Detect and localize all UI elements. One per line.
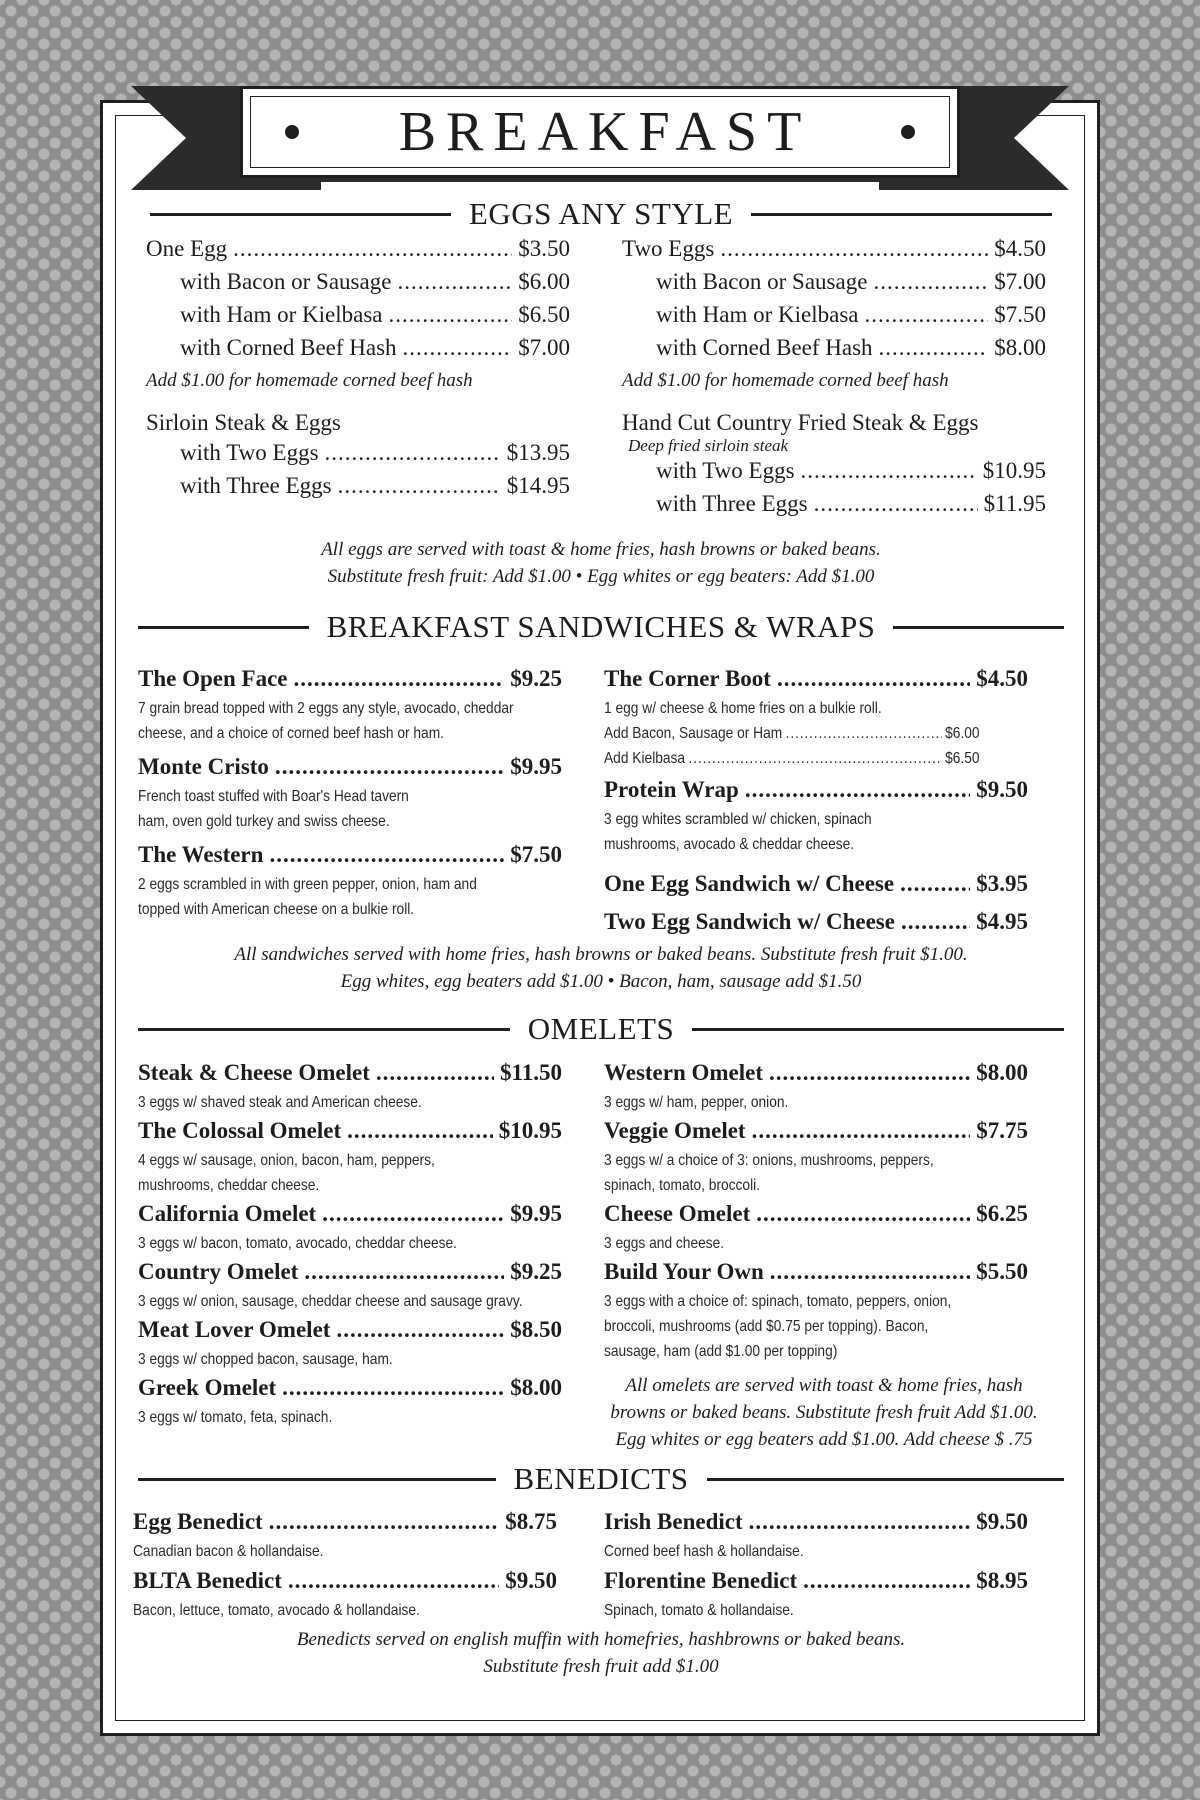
item-name: The Western (138, 842, 264, 867)
description-line: 1 egg w/ cheese & home fries on a bulkie roll. (604, 700, 882, 717)
description-line: mushrooms, avocado & cheddar cheese. (604, 836, 855, 853)
dot-leader (770, 1259, 970, 1285)
option-name: with Corned Beef Hash (656, 335, 873, 360)
section-omelets-title: OMELETS (527, 1011, 675, 1046)
dot-leader (745, 777, 970, 803)
title-plaque (240, 86, 960, 178)
sandwiches-left-column (138, 666, 562, 922)
description-line: 3 eggs w/ a choice of 3: onions, mushrooms, peppers, (604, 1152, 934, 1169)
item-price: $9.25 (510, 666, 562, 691)
footnote-line: Egg whites or egg beaters add $1.00. Add cheese $ .75 (615, 1429, 1033, 1450)
item-name: Build Your Own (604, 1259, 764, 1284)
menu-item (604, 777, 1028, 857)
item-description (138, 1231, 561, 1256)
item-name: Florentine Benedict (604, 1568, 798, 1593)
option-price: $7.00 (994, 269, 1046, 294)
dot-leader (901, 909, 970, 935)
dot-leader (269, 1509, 500, 1535)
option-name: with Ham or Kielbasa (180, 302, 383, 327)
item-description (604, 807, 1027, 857)
item-name: Two Egg Sandwich w/ Cheese (604, 909, 895, 934)
description-line: 3 eggs and cheese. (604, 1235, 725, 1252)
item-price: $7.75 (976, 1118, 1028, 1143)
item-price: $4.95 (976, 909, 1028, 934)
omelets-right-column (604, 1060, 1028, 1364)
item-price: $9.95 (510, 754, 562, 779)
item-name: Country Omelet (138, 1259, 299, 1284)
description-line: 3 eggs w/ bacon, tomato, avocado, cheddar cheese. (138, 1235, 457, 1252)
menu-item (604, 1060, 1028, 1115)
item-price: $9.25 (510, 1259, 562, 1284)
menu-item (146, 236, 570, 269)
menu-item (604, 1259, 1028, 1364)
item-description (138, 1405, 561, 1430)
item-name: Hand Cut Country Fried Steak & Eggs (622, 410, 979, 435)
dot-leader (803, 1568, 970, 1594)
benedicts-right-column (604, 1509, 1028, 1623)
divider (150, 213, 451, 216)
item-description (138, 1148, 561, 1198)
menu-option (146, 440, 570, 473)
dot-leader (275, 754, 504, 780)
item-price: $4.50 (994, 236, 1046, 261)
item-price: $8.75 (505, 1509, 557, 1534)
description-line: 3 eggs w/ tomato, feta, spinach. (138, 1409, 333, 1426)
menu-item (604, 909, 1028, 939)
description-line: Spinach, tomato & hollandaise. (604, 1602, 794, 1619)
item-name: The Colossal Omelet (138, 1118, 342, 1143)
item-price: $3.50 (518, 236, 570, 261)
item-price: $9.50 (976, 777, 1028, 802)
item-price: $10.95 (498, 1118, 562, 1143)
dot-leader (900, 871, 970, 897)
item-name: Meat Lover Omelet (138, 1317, 331, 1342)
option-price: $6.50 (518, 302, 570, 327)
description-line: cheese, and a choice of corned beef hash or ham. (138, 725, 444, 742)
bullet-dot-icon (285, 125, 299, 139)
dot-leader (376, 1060, 494, 1086)
item-description (604, 1231, 1027, 1256)
footnote-line: Egg whites, egg beaters add $1.00 • Bacon, ham, sausage add $1.50 (340, 971, 862, 992)
dot-leader (873, 269, 988, 295)
description-line: Bacon, lettuce, tomato, avocado & hollandaise. (133, 1602, 420, 1619)
item-description (604, 1539, 1027, 1564)
description-line: sausage, ham (add $1.00 per topping) (604, 1343, 838, 1360)
menu-option (146, 269, 570, 302)
menu-item (138, 1060, 562, 1115)
dot-leader (304, 1259, 504, 1285)
dot-leader (864, 302, 988, 328)
eggs-footnote (150, 536, 1052, 590)
omelets-left-column (138, 1060, 562, 1430)
addon-line (604, 746, 980, 771)
option-price: $8.00 (994, 335, 1046, 360)
description-line: 2 eggs scrambled in with green pepper, onion, ham and (138, 876, 477, 893)
description-line: 4 eggs w/ sausage, onion, bacon, ham, peppers, (138, 1152, 435, 1169)
item-name: Protein Wrap (604, 777, 739, 802)
item-description (604, 1090, 1027, 1115)
dot-leader (786, 721, 942, 746)
item-price: $5.50 (976, 1259, 1028, 1284)
menu-option (146, 335, 570, 368)
section-omelets-header (138, 1011, 1064, 1047)
menu-item (622, 236, 1046, 269)
item-description (138, 696, 561, 746)
menu-item (604, 1568, 1028, 1623)
item-price: $11.50 (500, 1060, 562, 1085)
item-name: Sirloin Steak & Eggs (146, 410, 341, 435)
item-note: Deep fried sirloin steak (628, 436, 789, 455)
divider (893, 626, 1064, 629)
description-line: mushrooms, cheddar cheese. (138, 1177, 320, 1194)
title-plaque-inner (250, 96, 950, 168)
item-name: The Open Face (138, 666, 288, 691)
menu-option (622, 269, 1046, 302)
section-benedicts-title: BENEDICTS (513, 1461, 689, 1496)
option-price: $6.00 (518, 269, 570, 294)
item-description (138, 1090, 561, 1115)
menu-item (138, 1317, 562, 1372)
dot-leader (814, 491, 978, 517)
item-price: $7.50 (510, 842, 562, 867)
menu-item (138, 1201, 562, 1256)
description-line: 3 eggs w/ shaved steak and American cheese. (138, 1094, 422, 1111)
item-name: Veggie Omelet (604, 1118, 746, 1143)
dot-leader (325, 440, 501, 466)
description-line: Corned beef hash & hollandaise. (604, 1543, 804, 1560)
item-note: Add $1.00 for homemade corned beef hash (146, 370, 473, 391)
omelets-footnote (584, 1372, 1064, 1453)
menu-item (604, 666, 1028, 771)
option-name: with Two Eggs (180, 440, 319, 465)
item-name: Western Omelet (604, 1060, 764, 1085)
option-price: $10.95 (982, 458, 1046, 483)
menu-item (133, 1509, 557, 1564)
divider (707, 1478, 1065, 1481)
dot-leader (347, 1118, 493, 1144)
option-price: $14.95 (506, 473, 570, 498)
description-line: 3 eggs w/ ham, pepper, onion. (604, 1094, 789, 1111)
option-name: with Three Eggs (180, 473, 332, 498)
divider (138, 1478, 496, 1481)
dot-leader (282, 1375, 504, 1401)
item-price: $9.50 (976, 1509, 1028, 1534)
item-name: Irish Benedict (604, 1509, 743, 1534)
option-price: $13.95 (506, 440, 570, 465)
item-name: Greek Omelet (138, 1375, 277, 1400)
item-description (138, 872, 561, 922)
menu-item (138, 1118, 562, 1198)
divider (751, 213, 1052, 216)
menu-option (622, 458, 1046, 491)
footnote-line: Benedicts served on english muffin with homefries, hashbrowns or baked beans. (296, 1629, 906, 1650)
item-name: California Omelet (138, 1201, 317, 1226)
item-price: $3.95 (976, 871, 1028, 896)
item-price: $6.25 (976, 1201, 1028, 1226)
description-line: Canadian bacon & hollandaise. (133, 1543, 324, 1560)
item-description (133, 1598, 556, 1623)
description-line: ham, oven gold turkey and swiss cheese. (138, 813, 390, 830)
dot-leader (397, 269, 512, 295)
section-benedicts-header (138, 1461, 1064, 1497)
menu-item (138, 842, 562, 922)
item-description (604, 696, 980, 771)
item-name: Steak & Cheese Omelet (138, 1060, 370, 1085)
description-line: French toast stuffed with Boar's Head tavern (138, 788, 409, 805)
menu-item (138, 754, 562, 834)
menu-item (604, 1509, 1028, 1564)
item-price: $8.00 (510, 1375, 562, 1400)
section-sandwiches-title: BREAKFAST SANDWICHES & WRAPS (326, 609, 876, 644)
dot-leader (720, 236, 988, 262)
sandwiches-right-column (604, 666, 1028, 939)
description-line: 3 eggs w/ onion, sausage, cheddar cheese and sausage gravy. (138, 1293, 523, 1310)
addon-line (604, 721, 980, 746)
dot-leader (801, 458, 977, 484)
bullet-dot-icon (901, 125, 915, 139)
dot-leader (388, 302, 512, 328)
divider (138, 626, 309, 629)
item-name: Egg Benedict (133, 1509, 263, 1534)
addon-price: $6.00 (945, 725, 980, 742)
item-price: $9.50 (505, 1568, 557, 1593)
item-price: $9.95 (510, 1201, 562, 1226)
addon-name: Add Kielbasa (604, 750, 686, 767)
option-price: $7.00 (518, 335, 570, 360)
footnote-line: All omelets are served with toast & home fries, hash (625, 1375, 1023, 1396)
menu-option (622, 302, 1046, 335)
option-price: $11.95 (983, 491, 1046, 516)
option-name: with Bacon or Sausage (180, 269, 392, 294)
menu-option (146, 473, 570, 506)
section-sandwiches-header (138, 609, 1064, 645)
description-line: topped with American cheese on a bulkie roll. (138, 901, 415, 918)
dot-leader (777, 666, 970, 692)
dot-leader (336, 1317, 504, 1343)
section-eggs-title: EGGS ANY STYLE (468, 196, 734, 231)
eggs-right-column (622, 236, 1046, 524)
eggs-left-column (146, 236, 570, 506)
dot-leader (403, 335, 513, 361)
item-name: One Egg (146, 236, 228, 261)
menu-item (604, 871, 1028, 901)
menu-item (138, 1259, 562, 1314)
divider (692, 1028, 1064, 1031)
dot-leader (752, 1118, 971, 1144)
menu-item (604, 1201, 1028, 1256)
description-line: spinach, tomato, broccoli. (604, 1177, 761, 1194)
menu-option (622, 335, 1046, 368)
description-line: 3 eggs with a choice of: spinach, tomato, peppers, onion, (604, 1293, 952, 1310)
menu-item (133, 1568, 557, 1623)
dot-leader (322, 1201, 504, 1227)
footnote-line: All eggs are served with toast & home fries, hash browns or baked beans. (321, 539, 881, 560)
item-description (604, 1598, 1027, 1623)
description-line: 7 grain bread topped with 2 eggs any style, avocado, cheddar (138, 700, 514, 717)
option-price: $7.50 (994, 302, 1046, 327)
item-price: $4.50 (976, 666, 1028, 691)
item-note: Add $1.00 for homemade corned beef hash (622, 370, 949, 391)
item-price: $8.00 (976, 1060, 1028, 1085)
item-name: One Egg Sandwich w/ Cheese (604, 871, 895, 896)
menu-item (138, 666, 562, 746)
item-price: $8.50 (510, 1317, 562, 1342)
option-name: with Corned Beef Hash (180, 335, 397, 360)
sandwiches-footnote (138, 941, 1064, 995)
item-name: The Corner Boot (604, 666, 771, 691)
footnote-line: All sandwiches served with home fries, hash browns or baked beans. Substitute fresh fruit $1.00. (234, 944, 968, 965)
menu-option (146, 302, 570, 335)
footnote-line: Substitute fresh fruit add $1.00 (483, 1656, 719, 1677)
dot-leader (269, 842, 504, 868)
description-line: broccoli, mushrooms (add $0.75 per topping). Bacon, (604, 1318, 929, 1335)
dot-leader (749, 1509, 971, 1535)
item-name: BLTA Benedict (133, 1568, 282, 1593)
addon-name: Add Bacon, Sausage or Ham (604, 725, 783, 742)
menu-item (138, 1375, 562, 1430)
dot-leader (769, 1060, 970, 1086)
item-name: Two Eggs (622, 236, 715, 261)
menu-option (622, 491, 1046, 524)
item-price: $8.95 (976, 1568, 1028, 1593)
item-description (133, 1539, 556, 1564)
benedicts-left-column (133, 1509, 557, 1623)
benedicts-footnote (138, 1626, 1064, 1680)
item-name: Monte Cristo (138, 754, 269, 779)
section-eggs-header (150, 196, 1052, 232)
menu-item (604, 1118, 1028, 1198)
option-name: with Two Eggs (656, 458, 795, 483)
dot-leader (288, 1568, 499, 1594)
dot-leader (294, 666, 505, 692)
dot-leader (689, 746, 942, 771)
description-line: 3 eggs w/ chopped bacon, sausage, ham. (138, 1351, 393, 1368)
page-title: BREAKFAST (398, 101, 812, 163)
dot-leader (879, 335, 989, 361)
option-name: with Three Eggs (656, 491, 808, 516)
dot-leader (233, 236, 512, 262)
dot-leader (338, 473, 501, 499)
item-description (138, 784, 561, 834)
option-name: with Bacon or Sausage (656, 269, 868, 294)
description-line: 3 egg whites scrambled w/ chicken, spinach (604, 811, 872, 828)
dot-leader (756, 1201, 970, 1227)
divider (138, 1028, 510, 1031)
item-description (604, 1289, 1027, 1364)
item-description (604, 1148, 1027, 1198)
footnote-line: Substitute fresh fruit: Add $1.00 • Egg whites or egg beaters: Add $1.00 (327, 566, 875, 587)
item-description (138, 1289, 561, 1314)
option-name: with Ham or Kielbasa (656, 302, 859, 327)
item-name: Cheese Omelet (604, 1201, 751, 1226)
item-description (138, 1347, 561, 1372)
addon-price: $6.50 (945, 750, 980, 767)
footnote-line: browns or baked beans. Substitute fresh fruit Add $1.00. (610, 1402, 1038, 1423)
